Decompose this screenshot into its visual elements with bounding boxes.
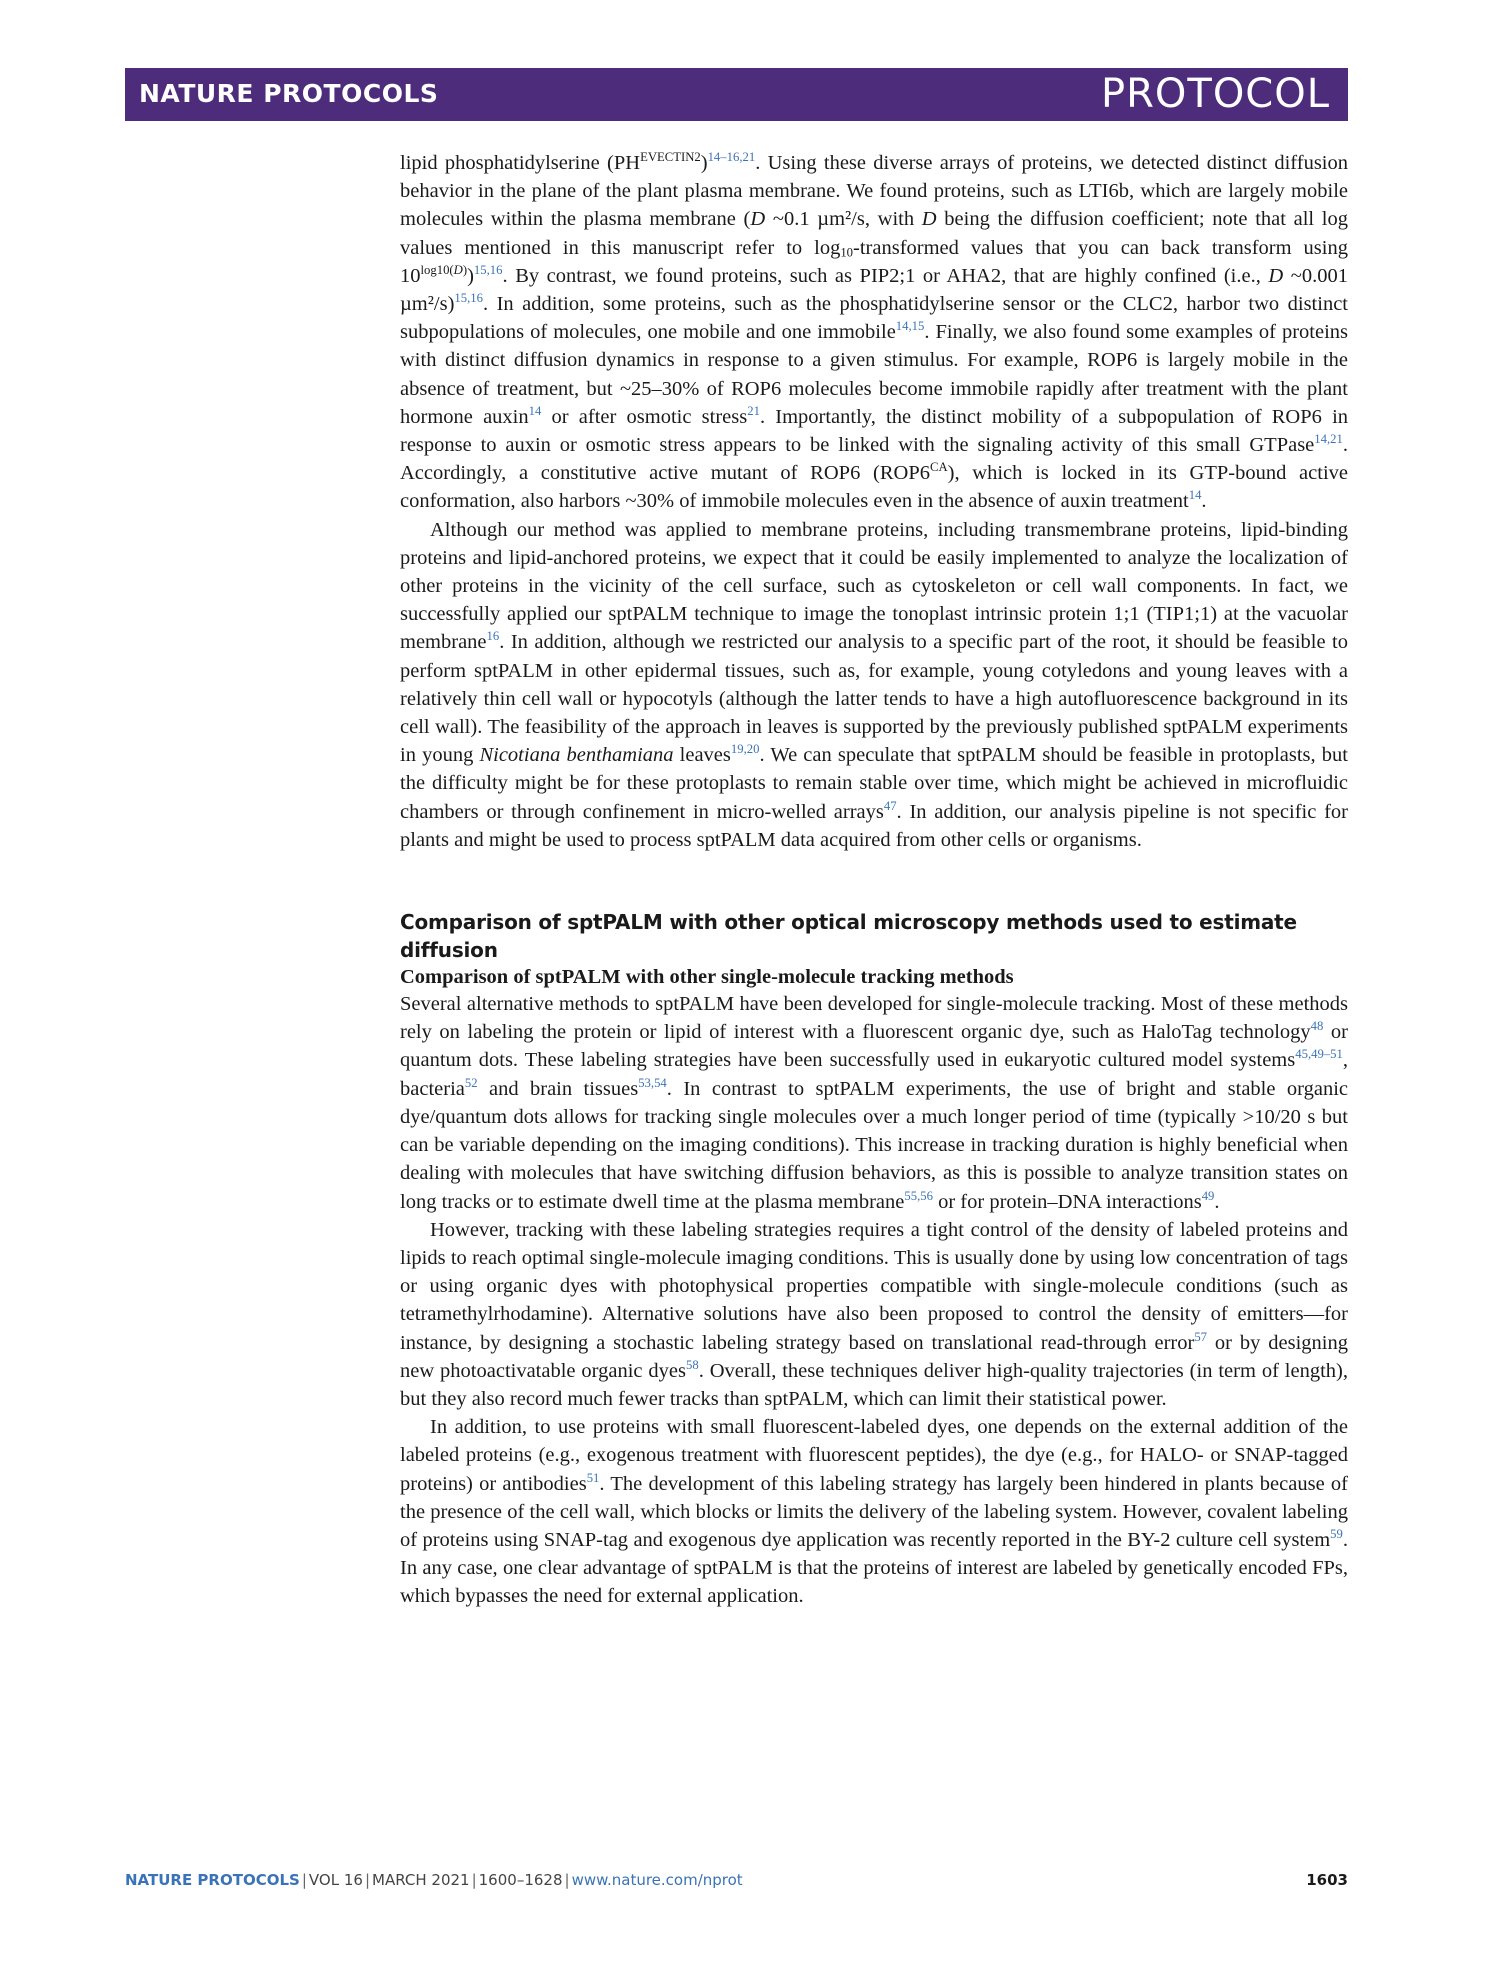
footer-pages: 1600–1628 [478, 1871, 563, 1889]
citation-link[interactable]: 59 [1330, 1527, 1343, 1542]
citation-link[interactable]: 57 [1194, 1329, 1208, 1344]
paragraph-5: In addition, to use proteins with small fluorescent-labeled dyes, one depends on the external addition of the labeled proteins (e.g., exogenous treatment with fluorescent peptides), the dye (e.g., for HALO- or SNAP-tagged proteins) or antibodies$^{51}$. The development of this labeling strategy has largely been hindered in plants because of the presence of the cell wall, which blocks or limits the delivery of the labeling system. However, covalent labeling of proteins using SNAP-tag and exogenous dye application was recently reported in the BY-2 culture cell system$^{59}$. In any case, one clear advantage of sptPALM is that the proteins of interest are labeled by genetically encoded FPs, which bypasses the need for external application. [400, 1416, 1348, 1608]
journal-header-bar [125, 68, 1348, 121]
citation-link[interactable]: 14–16,21 [707, 150, 756, 165]
citation-link[interactable]: 15,16 [473, 262, 503, 277]
journal-url-link[interactable]: www.nature.com/nprot [571, 1871, 743, 1889]
subsection-heading: Comparison of sptPALM with other single-molecule tracking methods [400, 966, 1014, 989]
citation-link[interactable]: 53,54 [638, 1075, 667, 1090]
citation-link[interactable]: 55,56 [904, 1188, 933, 1203]
article-type-label: PROTOCOL [1100, 71, 1330, 117]
section-heading: Comparison of sptPALM with other optical microscopy methods used to estimate diffusion [400, 910, 1297, 963]
citation-link[interactable]: 47 [883, 798, 897, 813]
citation-link[interactable]: 15,16 [454, 291, 483, 306]
citation-link[interactable]: 14,21 [1314, 432, 1343, 447]
citation-link[interactable]: 58 [686, 1357, 699, 1372]
citation-link[interactable]: 51 [586, 1470, 600, 1485]
citation-link[interactable]: 16 [486, 629, 500, 644]
footer-volume: VOL 16 [308, 1871, 363, 1889]
citation-link[interactable]: 21 [747, 403, 760, 418]
page-number: 1603 [1306, 1871, 1348, 1889]
citation-link[interactable]: 14 [1188, 488, 1202, 503]
citation-link[interactable]: 48 [1310, 1019, 1324, 1034]
paragraph-4: However, tracking with these labeling strategies requires a tight control of the density of labeled proteins and lipids to reach optimal single-molecule imaging conditions. This is usually done by using low concentration of tags or using organic dyes with photophysical properties compatible with single-molecule conditions (such as tetramethylrhodamine). Alternative solutions have also been proposed to control the density of emitters—for instance, by designing a stochastic labeling strategy based on translational read-through error$^{57}$ or by designing new photoactivatable organic dyes$^{58}$. Overall, these techniques deliver high-quality trajectories (in term of length), but they also record much fewer tracks than sptPALM, which can limit their statistical power. [400, 1218, 1348, 1410]
footer-date: MARCH 2021 [372, 1871, 470, 1889]
article-body [400, 149, 1348, 1611]
footer-journal-name: NATURE PROTOCOLS [125, 1871, 300, 1889]
page-footer: NATURE PROTOCOLS | VOL 16 | MARCH 2021 | 1600–1628 | www.nature.com/nprot 1603 [125, 1871, 1348, 1889]
paragraph-2: Although our method was applied to membrane proteins, including transmembrane proteins, lipid-binding proteins and lipid-anchored proteins, we expect that it could be easily implemented to analyze the localization of other proteins in the vicinity of the cell surface, such as cytoskeleton or cell wall components. In fact, we successfully applied our sptPALM technique to image the tonoplast intrinsic protein 1;1 (TIP1;1) at the vacuolar membrane$^{16}$. In addition, although we restricted our analysis to a specific part of the root, it should be feasible to perform sptPALM in other epidermal tissues, such as, for example, young cotyledons and young leaves with a relatively thin cell wall or hypocotyls (although the latter tends to have a high autofluorescence background in its cell wall). The feasibility of the approach in leaves is supported by the previously published sptPALM experiments in young Nicotiana benthamiana leaves$^{19,20}$. We can speculate that sptPALM should be feasible in protoplasts, but the difficulty might be for these protoplasts to remain stable over time, which might be achieved in microfluidic chambers or through confinement in micro-welled arrays$^{47}$. In addition, our analysis pipeline is not specific for plants and might be used to process sptPALM data acquired from other cells or organisms. [400, 518, 1348, 851]
citation-link[interactable]: 14,15 [895, 319, 925, 334]
paragraph-1: lipid phosphatidylserine $(PH^{EVECTIN2})^{14-16,21}$. Using these diverse arrays of proteins, we detected distinct diffusion behavior in the plane of the plant plasma membrane. We found proteins, such as LTI6b, which are largely mobile molecules within the plasma membrane (D ~0.1 µm²/s, with D being the diffusion coefficient; note that all log values mentioned in this manuscript refer to $\log_{10}$-transformed values that you can back transform using $10^{log10(D)})^{15,16}$. By contrast, we found proteins, such as PIP2;1 or AHA2, that are highly confined (i.e., D ~0.001 µm²/s)$^{15,16}$. In addition, some proteins, such as the phosphatidylserine sensor or the CLC2, harbor two distinct subpopulations of molecules, one mobile and one immobile$^{14,15}$. Finally, we also found some examples of proteins with distinct diffusion dynamics in response to a given stimulus. For example, ROP6 is largely mobile in the absence of treatment, but ~25–30% of ROP6 molecules become immobile rapidly after treatment with the plant hormone auxin$^{14}$ or after osmotic stress$^{21}$. Importantly, the distinct mobility of a subpopulation of ROP6 in response to auxin or osmotic stress appears to be linked with the signaling activity of this small GTPase$^{14,21}$. Accordingly, a constitutive active mutant of ROP6 $(ROP6^{CA})$, which is locked in its GTP-bound active conformation, also harbors ~30% of immobile molecules even in the absence of auxin treatment$^{14}$. [400, 150, 1349, 513]
citation-link[interactable]: 49 [1201, 1188, 1215, 1203]
citation-link[interactable]: 45,49–51 [1295, 1047, 1343, 1062]
paragraph-3: Several alternative methods to sptPALM have been developed for single-molecule tracking. Most of these methods rely on labeling the protein or lipid of interest with a fluorescent organic dye, such as HaloTag technology$^{48}$ or quantum dots. These labeling strategies have been successfully used in eukaryotic cultured model systems$^{45,49-51}$, bacteria$^{52}$ and brain tissues$^{53,54}$. In contrast to sptPALM experiments, the use of bright and stable organic dye/quantum dots allows for tracking single molecules over a much longer period of time (typically >10/20 s but can be variable depending on the imaging conditions). This increase in tracking duration is highly beneficial when dealing with molecules that have switching diffusion behaviors, as this is possible to analyze transition states on long tracks or to estimate dwell time at the plasma membrane$^{55,56}$ or for protein–DNA interactions$^{49}$. [400, 993, 1348, 1213]
citation-link[interactable]: 19,20 [730, 742, 760, 757]
citation-link[interactable]: 52 [464, 1075, 478, 1090]
citation-link[interactable]: 14 [528, 403, 542, 418]
journal-name: NATURE PROTOCOLS [139, 79, 439, 108]
